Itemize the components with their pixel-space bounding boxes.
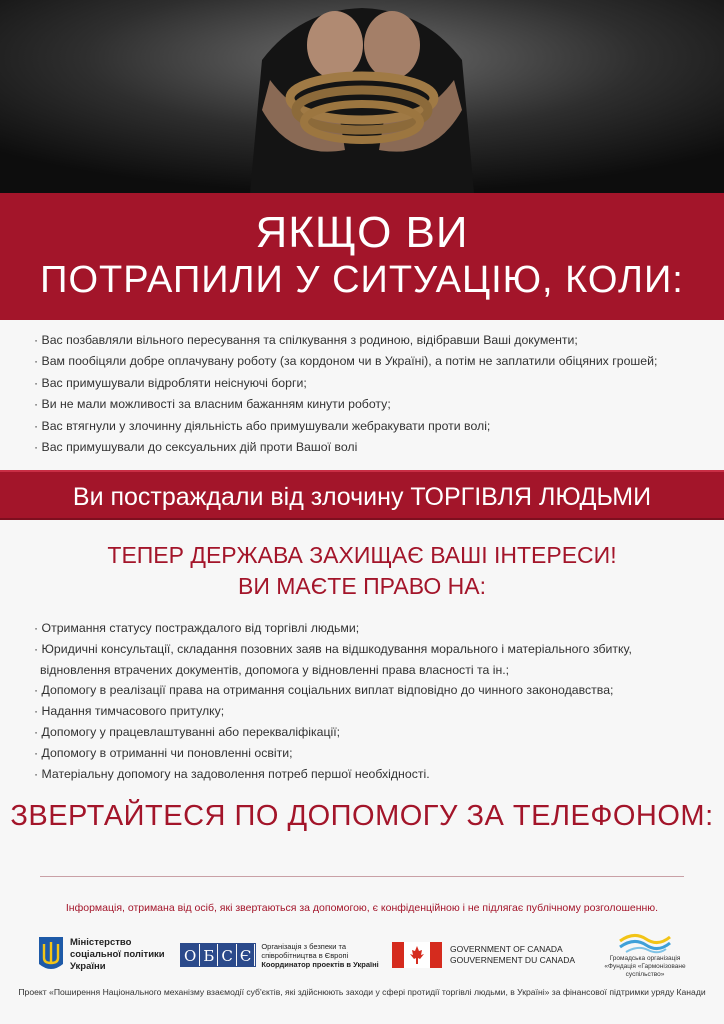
list-item: · Матеріальну допомогу на задоволення потреб першої необхідності. xyxy=(34,766,430,781)
hero-photo xyxy=(0,0,724,193)
headline-line2: ПОТРАПИЛИ У СИТУАЦІЮ, КОЛИ: xyxy=(40,259,684,301)
canada-text-fr: GOUVERNEMENT DU CANADA xyxy=(450,955,575,965)
ministry-logo xyxy=(38,930,165,980)
list-item: · Отримання статусу постраждалого від торгівлі людьми; xyxy=(34,621,360,635)
osce-letter: Є xyxy=(237,944,254,966)
ngo-text-line2: «Фундація «Гармонізоване суспільство» xyxy=(604,963,686,978)
list-item: · Ви не мали можливості за власним бажанням кинути роботу; xyxy=(34,397,391,412)
list-item: · Допомогу в реалізації права на отримання соціальних виплат відповідно до чинного законодавства; xyxy=(34,683,614,698)
list-item: · Вас примушували відробляти неіснуючі борги; xyxy=(34,375,307,390)
list-item: · Вас примушували до сексуальних дій проти Вашої волі xyxy=(34,440,358,455)
situations-list xyxy=(34,330,714,458)
phone-blank-line xyxy=(40,876,684,877)
list-item: · Допомогу в отриманні чи поновленні освіти; xyxy=(34,745,293,760)
ngo-text-line1: Громадська організація xyxy=(609,955,681,962)
canada-flag-icon xyxy=(392,942,442,968)
headline-line1: ЯКЩО ВИ xyxy=(255,208,469,257)
osce-letter: О xyxy=(181,944,199,966)
list-item: · Вам пообіцяли добре оплачувану роботу (за кордоном чи в Україні), а потім не заплатили обіцяних грошей; xyxy=(34,354,658,369)
osce-text-line3: Координатор проектів в Україні xyxy=(261,959,379,969)
osce-letter: С xyxy=(218,944,235,966)
trident-icon xyxy=(38,936,64,974)
osce-text-line1: Організація з безпеки та xyxy=(261,941,347,951)
crime-banner: Ви постраждали від злочину ТОРГІВЛЯ ЛЮДЬМИ xyxy=(0,470,724,520)
ngo-logo xyxy=(590,930,700,980)
list-item: · Юридичні консультації, складання позовних заяв на відшкодування морального і матеріального збитку, xyxy=(34,641,632,656)
call-to-action: ЗВЕРТАЙТЕСЯ ПО ДОПОМОГУ ЗА ТЕЛЕФОНОМ: xyxy=(10,800,714,832)
canada-logo xyxy=(392,930,575,980)
osce-letter: Б xyxy=(200,944,217,966)
rights-heading-line1: ТЕПЕР ДЕРЖАВА ЗАХИЩАЄ ВАШІ ІНТЕРЕСИ! xyxy=(107,542,617,568)
list-item: відновлення втрачених документів, допомога у відновленні права власності та ін.; xyxy=(40,662,510,677)
waves-icon xyxy=(616,931,674,955)
rights-heading-line2: ВИ МАЄТЕ ПРАВО НА: xyxy=(238,573,486,599)
list-item: · Надання тимчасового притулку; xyxy=(34,704,225,719)
ministry-name-line2: соціальної політики xyxy=(70,949,165,960)
rights-list xyxy=(34,618,724,784)
rights-heading xyxy=(0,540,724,602)
ministry-name-line3: України xyxy=(70,961,106,972)
list-item: · Допомогу у працевлаштуванні або перекваліфікації; xyxy=(34,724,341,739)
canada-text-en: GOVERNMENT OF CANADA xyxy=(450,944,563,954)
osce-logo xyxy=(180,930,379,980)
osce-emblem xyxy=(180,943,256,967)
partner-logos xyxy=(30,930,700,980)
confidentiality-note: Інформація, отримана від осіб, які звертаються за допомогою, є конфіденційною і не підлягає публічному розголошенню. xyxy=(65,902,659,914)
osce-text-line2: співробітництва в Європі xyxy=(261,950,349,960)
bound-hands-illustration xyxy=(0,0,724,193)
list-item: · Вас позбавляли вільного пересування та спілкування з родиною, відібравши Ваші документи; xyxy=(34,333,578,347)
headline-banner xyxy=(0,193,724,320)
list-item: · Вас втягнули у злочинну діяльність або примушували жебракувати проти волі; xyxy=(34,418,491,433)
ministry-name-line1: Міністерство xyxy=(70,937,132,948)
project-footer: Проект «Поширення Національного механізму взаємодії суб'єктів, які здійснюють заходи у сфері протидії торгівлі людьми, в Україні» за фінансової підтримки уряду Канади xyxy=(18,987,706,997)
